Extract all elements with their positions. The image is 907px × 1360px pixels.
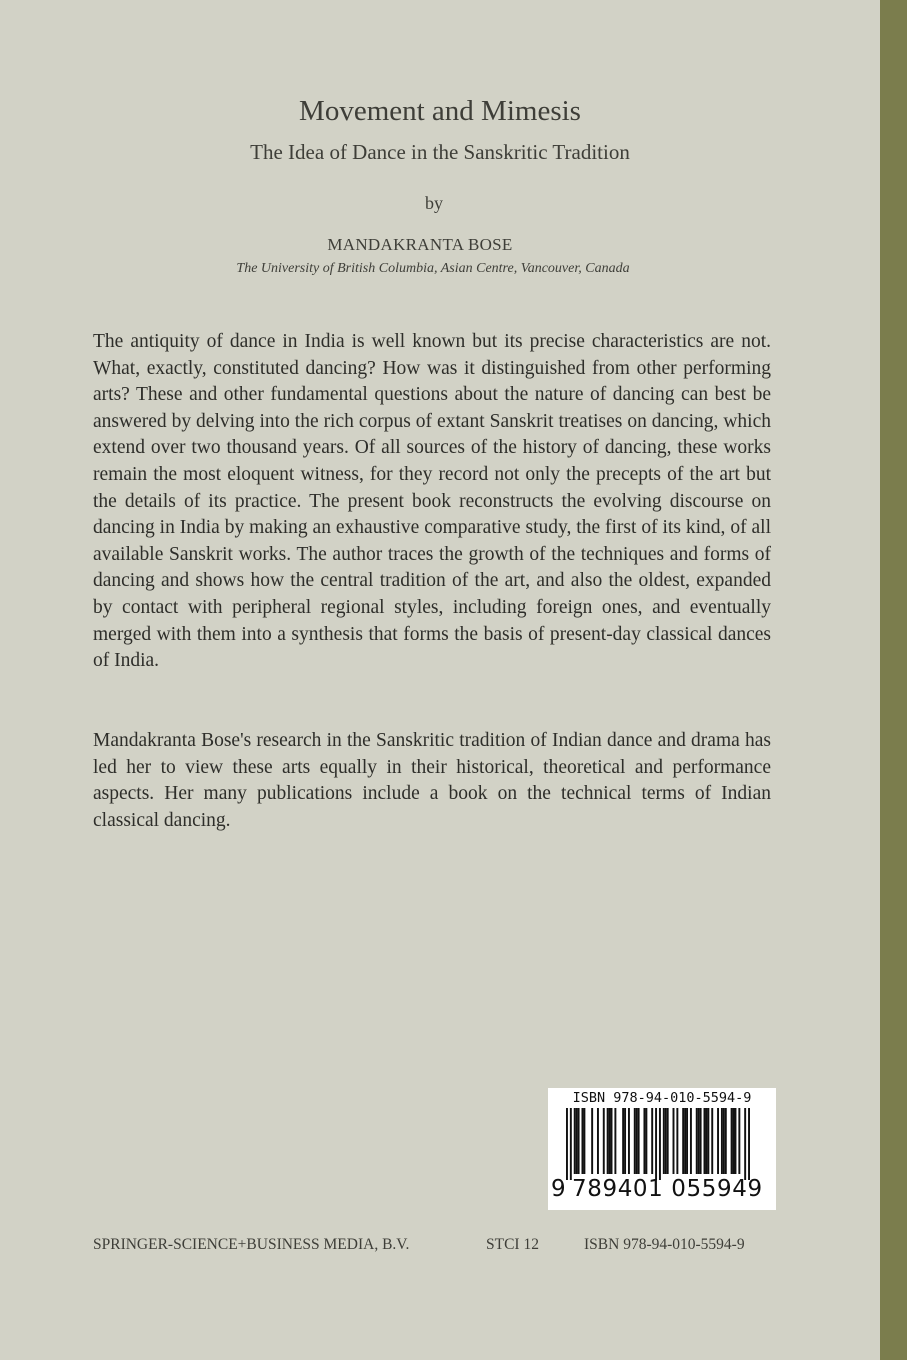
barcode-bar <box>725 1108 727 1174</box>
barcode-bar <box>731 1108 733 1174</box>
barcode-bar <box>645 1108 647 1174</box>
barcode-bar <box>566 1108 568 1180</box>
barcode-isbn-label: ISBN 978-94-010-5594-9 <box>572 1090 752 1106</box>
author-affiliation: The University of British Columbia, Asian Centre, Vancouver, Canada <box>236 261 630 276</box>
barcode-bar <box>733 1108 735 1174</box>
barcode-bar <box>628 1108 630 1174</box>
footer-series-code: STCI 12 <box>486 1236 539 1253</box>
barcode-bar <box>607 1108 609 1174</box>
barcode-bar <box>634 1108 636 1174</box>
barcode-bar <box>603 1108 605 1174</box>
by-line: by <box>425 193 443 213</box>
isbn-barcode <box>548 1088 776 1210</box>
barcode-bar <box>583 1108 585 1174</box>
barcode-bar <box>673 1108 675 1174</box>
barcode-bar <box>651 1108 653 1174</box>
barcode-bar <box>638 1108 640 1174</box>
spine-edge-strip <box>880 0 907 1360</box>
author-name: MANDAKRANTA BOSE <box>327 235 513 254</box>
barcode-bar <box>711 1108 713 1174</box>
barcode-bar <box>663 1108 665 1174</box>
barcode-bar <box>700 1108 702 1174</box>
barcode-bar <box>717 1108 719 1174</box>
barcode-bar <box>614 1108 616 1174</box>
barcode-bar <box>704 1108 706 1174</box>
barcode-bar <box>636 1108 638 1174</box>
barcode-bar <box>611 1108 613 1174</box>
book-subtitle: The Idea of Dance in the Sanskritic Tradition <box>250 140 630 164</box>
book-title: Movement and Mimesis <box>299 95 581 127</box>
barcode-bar <box>696 1108 698 1174</box>
footer-publisher: SPRINGER-SCIENCE+BUSINESS MEDIA, B.V. <box>93 1236 410 1253</box>
barcode-bar <box>707 1108 709 1174</box>
barcode-bar <box>686 1108 688 1174</box>
barcode-bar <box>690 1108 692 1174</box>
barcode-bar <box>738 1108 740 1174</box>
barcode-bar <box>622 1108 624 1174</box>
barcode-bar <box>570 1108 572 1180</box>
barcode-bar <box>735 1108 737 1174</box>
barcode-bar <box>624 1108 626 1174</box>
barcode-bar <box>748 1108 750 1180</box>
barcode-bar <box>744 1108 746 1180</box>
barcode-bar <box>643 1108 645 1174</box>
author-bio: Mandakranta Bose's research in the Sanskritic tradition of Indian dance and drama has led her to view these arts equally in their historical, theoretical and performance aspects. Her many publications include a book on the technical terms of Indian classical dancing. <box>93 730 771 831</box>
barcode-bar <box>698 1108 700 1174</box>
barcode-bar <box>684 1108 686 1174</box>
barcode-bar <box>591 1108 593 1174</box>
ean-remaining-digits: 789401 055949 <box>572 1176 763 1202</box>
book-description: The antiquity of dance in India is well known but its precise characteristics are not. What, exactly, constituted dancing? How was it distinguished from other performing arts? These and other fundamental questions about the nature of dancing can best be answered by delving into the rich corpus of extant Sanskrit treatises on dancing, which extend over two thousand years. Of all sources of the history of dancing, these works remain the most eloquent witness, for they record not only the precepts of the art but the details of its practice. The present book reconstructs the evolving discourse on dancing in India by making an exhaustive comparative study, the first of its kind, of all available Sanskrit works. The author traces the growth of the techniques and forms of dancing and shows how the central tradition of the art, and also the oldest, expanded by contact with peripheral regional styles, including foreign ones, and eventually merged with them into a synthesis that forms the basis of present-day classical dances of India. <box>93 331 771 672</box>
barcode-bar <box>576 1108 578 1174</box>
barcode-bar <box>578 1108 580 1174</box>
barcode-bar <box>676 1108 678 1174</box>
footer-isbn: ISBN 978-94-010-5594-9 <box>584 1236 745 1253</box>
barcode-bar <box>597 1108 599 1174</box>
barcode-bar <box>581 1108 583 1174</box>
barcode-bar <box>721 1108 723 1174</box>
barcode-bar <box>667 1108 669 1174</box>
barcode-bar <box>659 1108 661 1180</box>
barcode-bars <box>566 1108 750 1180</box>
barcode-bar <box>723 1108 725 1174</box>
barcode-bar <box>574 1108 576 1174</box>
ean-first-digit: 9 <box>551 1176 566 1202</box>
barcode-bar <box>609 1108 611 1174</box>
barcode-bar <box>682 1108 684 1174</box>
barcode-bar <box>665 1108 667 1174</box>
barcode-bar <box>655 1108 657 1180</box>
barcode-bar <box>705 1108 707 1174</box>
